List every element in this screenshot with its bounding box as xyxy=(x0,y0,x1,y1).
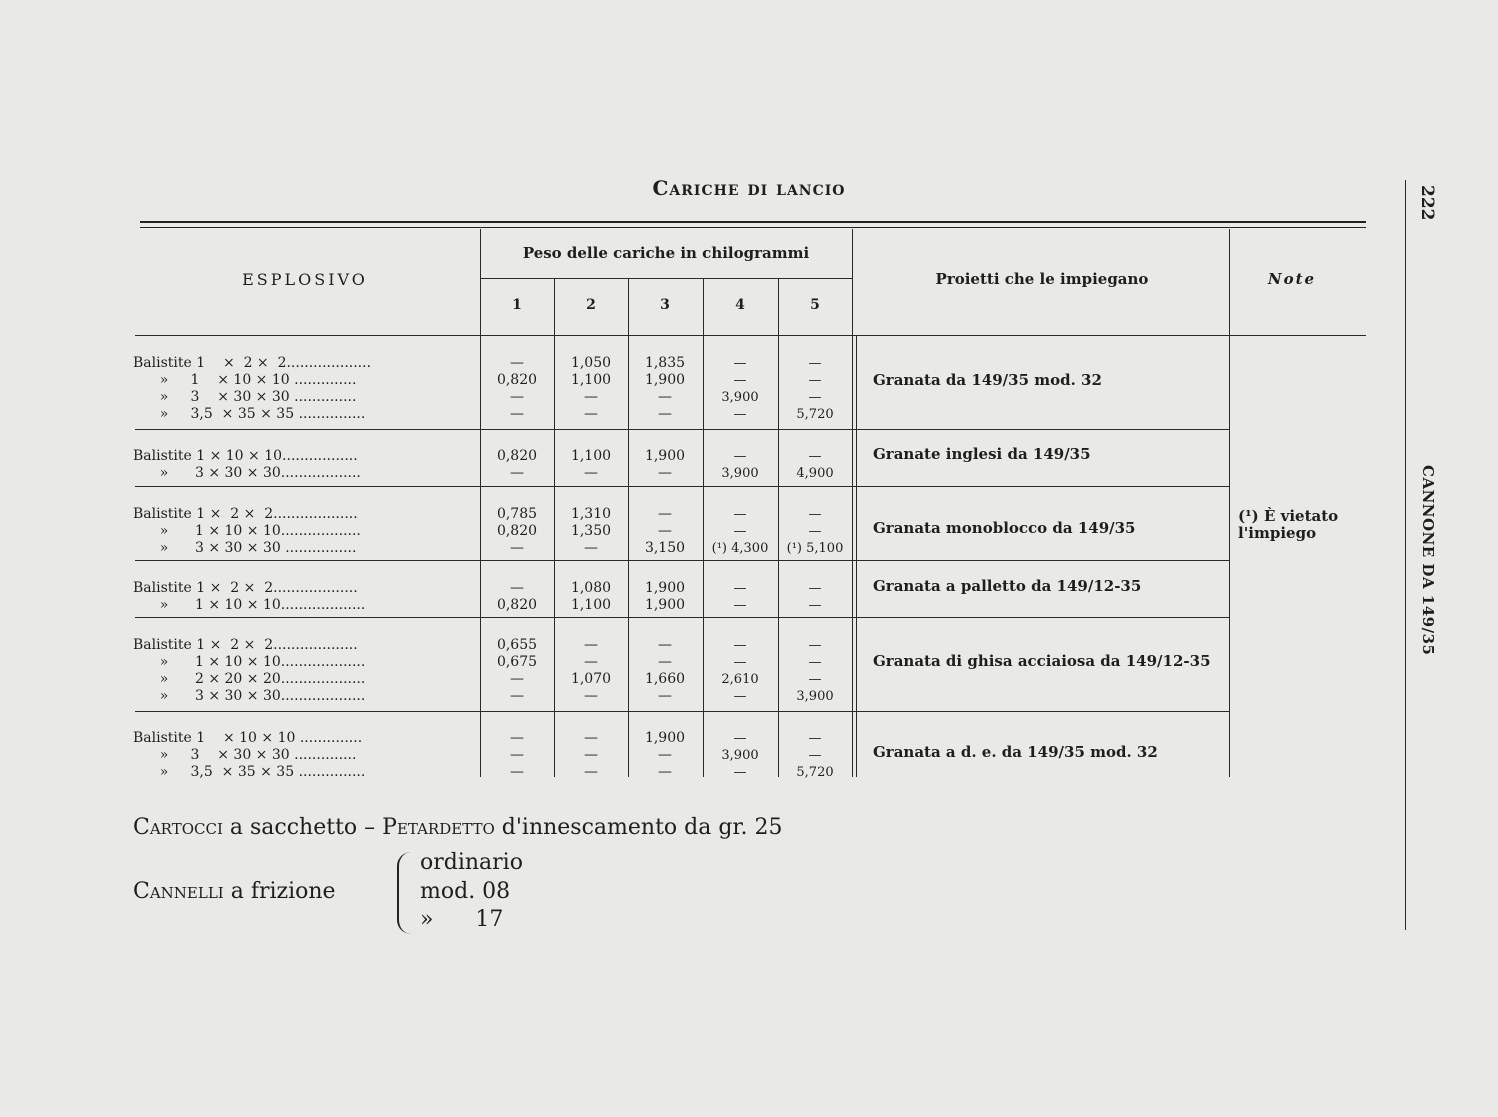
charge-value: — xyxy=(733,507,747,522)
charge-value: — xyxy=(584,389,598,405)
charge-value: — xyxy=(510,764,524,780)
side-running-title: CANNONE DA 149/35 xyxy=(1419,465,1437,656)
charge-value: 3,900 xyxy=(721,748,759,763)
cartocci-line xyxy=(133,815,783,840)
page-number: 222 xyxy=(1417,185,1437,221)
charge-value: — xyxy=(658,465,672,481)
proietti-cell: Granata da 149/35 mod. 32 xyxy=(873,371,1102,389)
header-charge-4: 4 xyxy=(735,297,745,313)
esplosivo-line: » 3 × 30 × 30 .............. xyxy=(133,389,357,405)
charge-value: 1,100 xyxy=(570,597,612,613)
charge-value: 0,655 xyxy=(496,637,538,653)
group-separator xyxy=(135,711,1229,712)
charge-value: 1,660 xyxy=(644,671,686,687)
proietti-cell: Granata a d. e. da 149/35 mod. 32 xyxy=(873,743,1158,761)
charge-value: — xyxy=(733,356,747,371)
header-peso: Peso delle cariche in chilogrammi xyxy=(522,244,810,262)
charge-value: — xyxy=(584,637,598,653)
charge-value: 1,100 xyxy=(570,448,612,464)
esplosivo-line: Balistite 1 × 2 × 2................... xyxy=(133,637,358,653)
charge-value: 2,610 xyxy=(721,672,759,687)
cartocci-label: Cartocci xyxy=(133,815,223,840)
charge-value: — xyxy=(510,730,524,746)
charge-value: 0,785 xyxy=(496,506,538,522)
charge-value: — xyxy=(510,389,524,405)
charge-value: — xyxy=(733,731,747,746)
charge-value: — xyxy=(733,373,747,388)
charge-value: — xyxy=(658,523,672,539)
esplosivo-line: » 1 × 10 × 10................... xyxy=(133,597,366,613)
proietti-cell: Granata monoblocco da 149/35 xyxy=(873,519,1136,537)
petardetto-text: d'innescamento da gr. 25 xyxy=(494,815,783,840)
charge-value: — xyxy=(733,449,747,464)
charge-value: 1,310 xyxy=(570,506,612,522)
charge-value: 0,820 xyxy=(496,372,538,388)
col-divider xyxy=(852,229,853,777)
group-separator xyxy=(135,560,1229,561)
esplosivo-line: » 1 × 10 × 10 .............. xyxy=(133,372,357,388)
charge-value: 3,900 xyxy=(796,689,834,704)
charge-value: — xyxy=(658,406,672,422)
charge-value: — xyxy=(808,672,822,687)
esplosivo-line: » 3 × 30 × 30 ................ xyxy=(133,540,357,556)
proietti-cell: Granate inglesi da 149/35 xyxy=(873,445,1091,463)
charge-value: — xyxy=(733,765,747,780)
cannelli-line xyxy=(133,879,336,904)
charge-value: — xyxy=(658,654,672,670)
esplosivo-line: Balistite 1 × 2 × 2................... xyxy=(133,580,358,596)
charge-value: 5,720 xyxy=(796,407,834,422)
charge-value: — xyxy=(808,731,822,746)
charge-value: 3,150 xyxy=(644,540,686,556)
charge-value: — xyxy=(658,688,672,704)
charge-value: 1,900 xyxy=(644,448,686,464)
header-charge-3: 3 xyxy=(660,297,670,313)
header-bottom-rule xyxy=(135,335,1366,336)
charge-value: — xyxy=(658,506,672,522)
charge-value: — xyxy=(584,654,598,670)
charge-value: — xyxy=(658,747,672,763)
charge-value: 1,900 xyxy=(644,597,686,613)
charge-value: — xyxy=(658,389,672,405)
charge-value: — xyxy=(510,671,524,687)
header-charge-5: 5 xyxy=(810,297,820,313)
charge-value: — xyxy=(584,730,598,746)
cannelli-text: a frizione xyxy=(223,879,336,904)
cannelli-label: Cannelli xyxy=(133,879,224,904)
charge-value: 3,900 xyxy=(721,390,759,405)
charge-value: — xyxy=(510,747,524,763)
charge-value: — xyxy=(808,356,822,371)
table-top-rule-thin xyxy=(140,227,1366,228)
cannelli-option: » 17 xyxy=(420,907,504,932)
charge-value: 4,900 xyxy=(796,466,834,481)
charge-value: — xyxy=(584,540,598,556)
proietti-cell: Granata di ghisa acciaiosa da 149/12-35 xyxy=(873,652,1211,670)
charge-value: — xyxy=(733,655,747,670)
charge-value: — xyxy=(808,655,822,670)
charge-value: — xyxy=(510,540,524,556)
esplosivo-line: Balistite 1 × 10 × 10................. xyxy=(133,448,358,464)
charge-value: — xyxy=(808,373,822,388)
charge-value: — xyxy=(808,638,822,653)
charge-value: 1,900 xyxy=(644,730,686,746)
cannelli-option: mod. 08 xyxy=(420,879,511,904)
charge-value: 3,900 xyxy=(721,466,759,481)
charge-value: 1,050 xyxy=(570,355,612,371)
peso-underline xyxy=(481,278,852,279)
charge-value: 0,820 xyxy=(496,523,538,539)
esplosivo-line: » 3 × 30 × 30 .............. xyxy=(133,747,357,763)
charge-value: — xyxy=(584,465,598,481)
charge-value: — xyxy=(510,465,524,481)
charge-value: — xyxy=(733,638,747,653)
charge-value: 1,835 xyxy=(644,355,686,371)
charge-value: — xyxy=(733,689,747,704)
charge-value: — xyxy=(808,524,822,539)
cartocci-text: a sacchetto – xyxy=(222,815,383,840)
charge-value: — xyxy=(584,764,598,780)
brace xyxy=(397,852,413,934)
proietti-cell: Granata a palletto da 149/12-35 xyxy=(873,577,1142,595)
charge-value: 1,080 xyxy=(570,580,612,596)
charge-value: — xyxy=(584,688,598,704)
charge-value: — xyxy=(808,449,822,464)
charge-value: — xyxy=(733,598,747,613)
group-separator xyxy=(135,617,1229,618)
esplosivo-line: » 1 × 10 × 10.................. xyxy=(133,523,361,539)
side-rule xyxy=(1405,180,1406,930)
header-charge-2: 2 xyxy=(586,297,596,313)
charge-value: — xyxy=(658,764,672,780)
charge-value: — xyxy=(733,407,747,422)
charge-value: 1,900 xyxy=(644,580,686,596)
charge-value: — xyxy=(584,406,598,422)
charge-value: — xyxy=(808,748,822,763)
cannelli-option: ordinario xyxy=(420,850,523,875)
esplosivo-line: » 1 × 10 × 10................... xyxy=(133,654,366,670)
esplosivo-line: » 3 × 30 × 30.................. xyxy=(133,465,361,481)
charge-value: — xyxy=(808,507,822,522)
charge-value: (¹) 4,300 xyxy=(711,541,769,556)
charge-value: — xyxy=(510,688,524,704)
note-cell: (¹) È vietato l'impiego xyxy=(1238,507,1339,542)
page-title: Cariche di lancio xyxy=(652,176,846,200)
esplosivo-line: Balistite 1 × 10 × 10 .............. xyxy=(133,730,363,746)
charge-value: (¹) 5,100 xyxy=(786,541,844,556)
charge-value: 1,350 xyxy=(570,523,612,539)
esplosivo-line: » 3 × 30 × 30................... xyxy=(133,688,366,704)
esplosivo-line: Balistite 1 × 2 × 2................... xyxy=(133,355,372,371)
esplosivo-line: » 2 × 20 × 20................... xyxy=(133,671,366,687)
charge-value: 1,070 xyxy=(570,671,612,687)
charge-value: 0,675 xyxy=(496,654,538,670)
esplosivo-line: Balistite 1 × 2 × 2................... xyxy=(133,506,358,522)
esplosivo-line: » 3,5 × 35 × 35 ............... xyxy=(133,406,366,422)
charge-value: 1,900 xyxy=(644,372,686,388)
group-separator xyxy=(135,486,1229,487)
charge-value: 0,820 xyxy=(496,597,538,613)
charge-value: — xyxy=(510,580,524,596)
charge-value: 5,720 xyxy=(796,765,834,780)
charge-value: — xyxy=(733,524,747,539)
header-charge-1: 1 xyxy=(512,297,522,313)
charge-value: — xyxy=(808,598,822,613)
header-note: Note xyxy=(1267,270,1317,288)
petardetto-label: Petardetto xyxy=(382,815,495,840)
group-separator xyxy=(135,429,1229,430)
header-proietti: Proietti che le impiegano xyxy=(935,270,1149,288)
charge-value: — xyxy=(808,581,822,596)
charge-value: — xyxy=(658,637,672,653)
charge-value: — xyxy=(584,747,598,763)
esplosivo-line: » 3,5 × 35 × 35 ............... xyxy=(133,764,366,780)
charge-value: — xyxy=(510,406,524,422)
header-esplosivo: ESPLOSIVO xyxy=(242,270,368,289)
charge-value: 1,100 xyxy=(570,372,612,388)
charge-value: — xyxy=(510,355,524,371)
charge-value: 0,820 xyxy=(496,448,538,464)
charge-value: — xyxy=(808,390,822,405)
col-divider xyxy=(1229,229,1230,777)
charge-value: — xyxy=(733,581,747,596)
table-top-rule xyxy=(140,221,1366,223)
